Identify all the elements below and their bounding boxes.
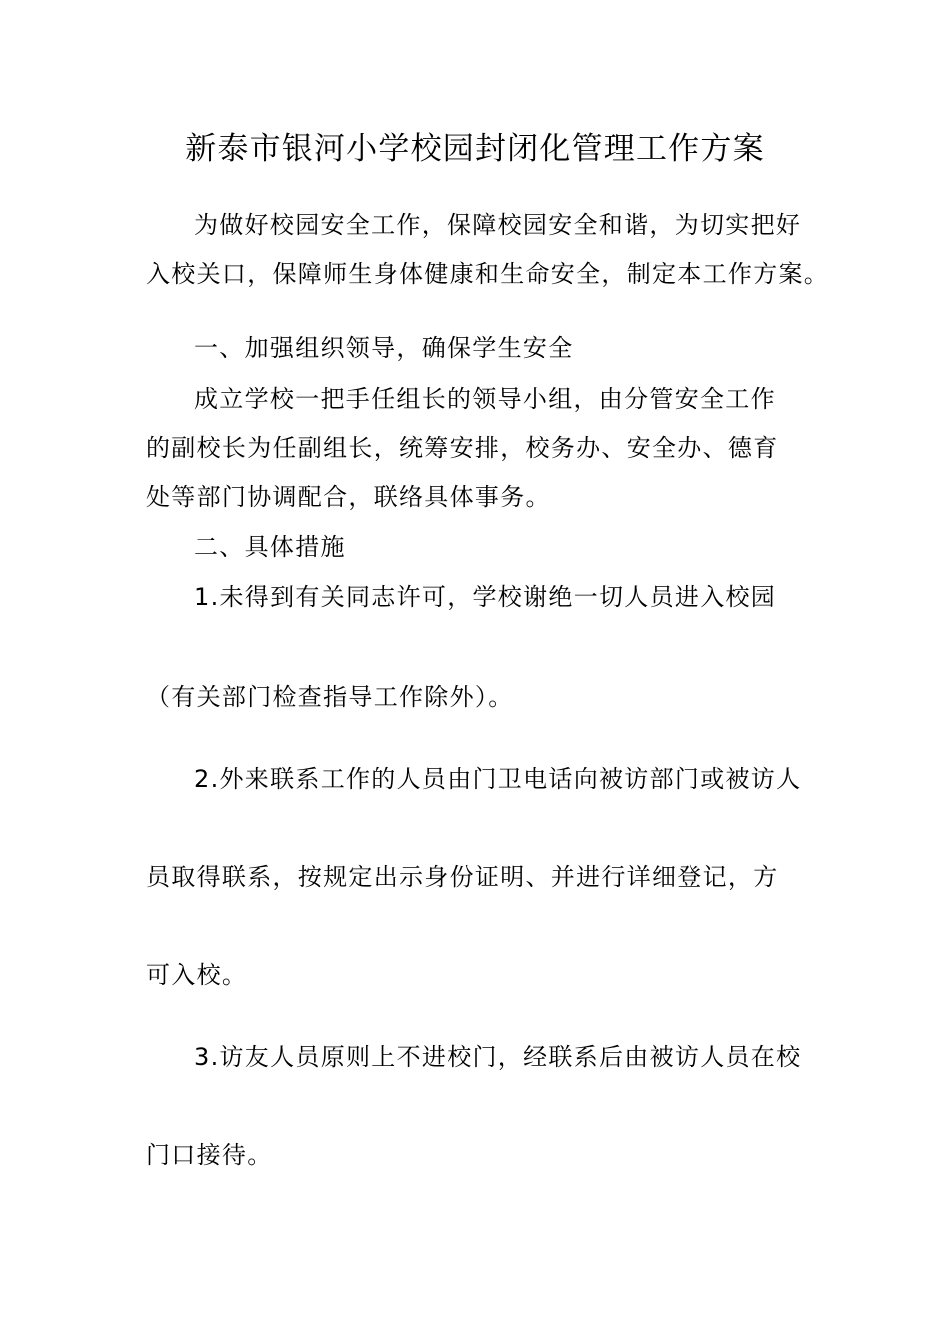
intro-line-2: 入校关口，保障师生身体健康和生命安全，制定本工作方案。	[146, 260, 830, 288]
item-1-line-1: 1.未得到有关同志许可，学校谢绝一切人员进入校园	[194, 583, 777, 611]
item-2-line-2: 员取得联系，按规定出示身份证明、并进行详细登记，方	[146, 863, 779, 891]
item-1-line-2: （有关部门检查指导工作除外）。	[146, 683, 514, 711]
item-3-line-2: 门口接待。	[146, 1141, 273, 1169]
item-3-line-1: 3.访友人员原则上不进校门，经联系后由被访人员在校	[194, 1043, 802, 1071]
section-1-line-2: 的副校长为任副组长，统筹安排，校务办、安全办、德育	[146, 434, 779, 462]
section-1-line-1: 成立学校一把手任组长的领导小组，由分管安全工作	[194, 385, 776, 413]
section-2-heading: 二、具体措施	[194, 533, 346, 561]
intro-line-1: 为做好校园安全工作，保障校园安全和谐，为切实把好	[194, 211, 802, 239]
section-1-heading: 一、加强组织领导，确保学生安全	[194, 334, 574, 362]
item-2-line-1: 2.外来联系工作的人员由门卫电话向被访部门或被访人	[194, 765, 802, 793]
item-2-line-3: 可入校。	[146, 961, 248, 989]
document-title: 新泰市银河小学校园封闭化管理工作方案	[185, 131, 765, 167]
section-1-line-3: 处等部门协调配合，联络具体事务。	[146, 483, 551, 511]
